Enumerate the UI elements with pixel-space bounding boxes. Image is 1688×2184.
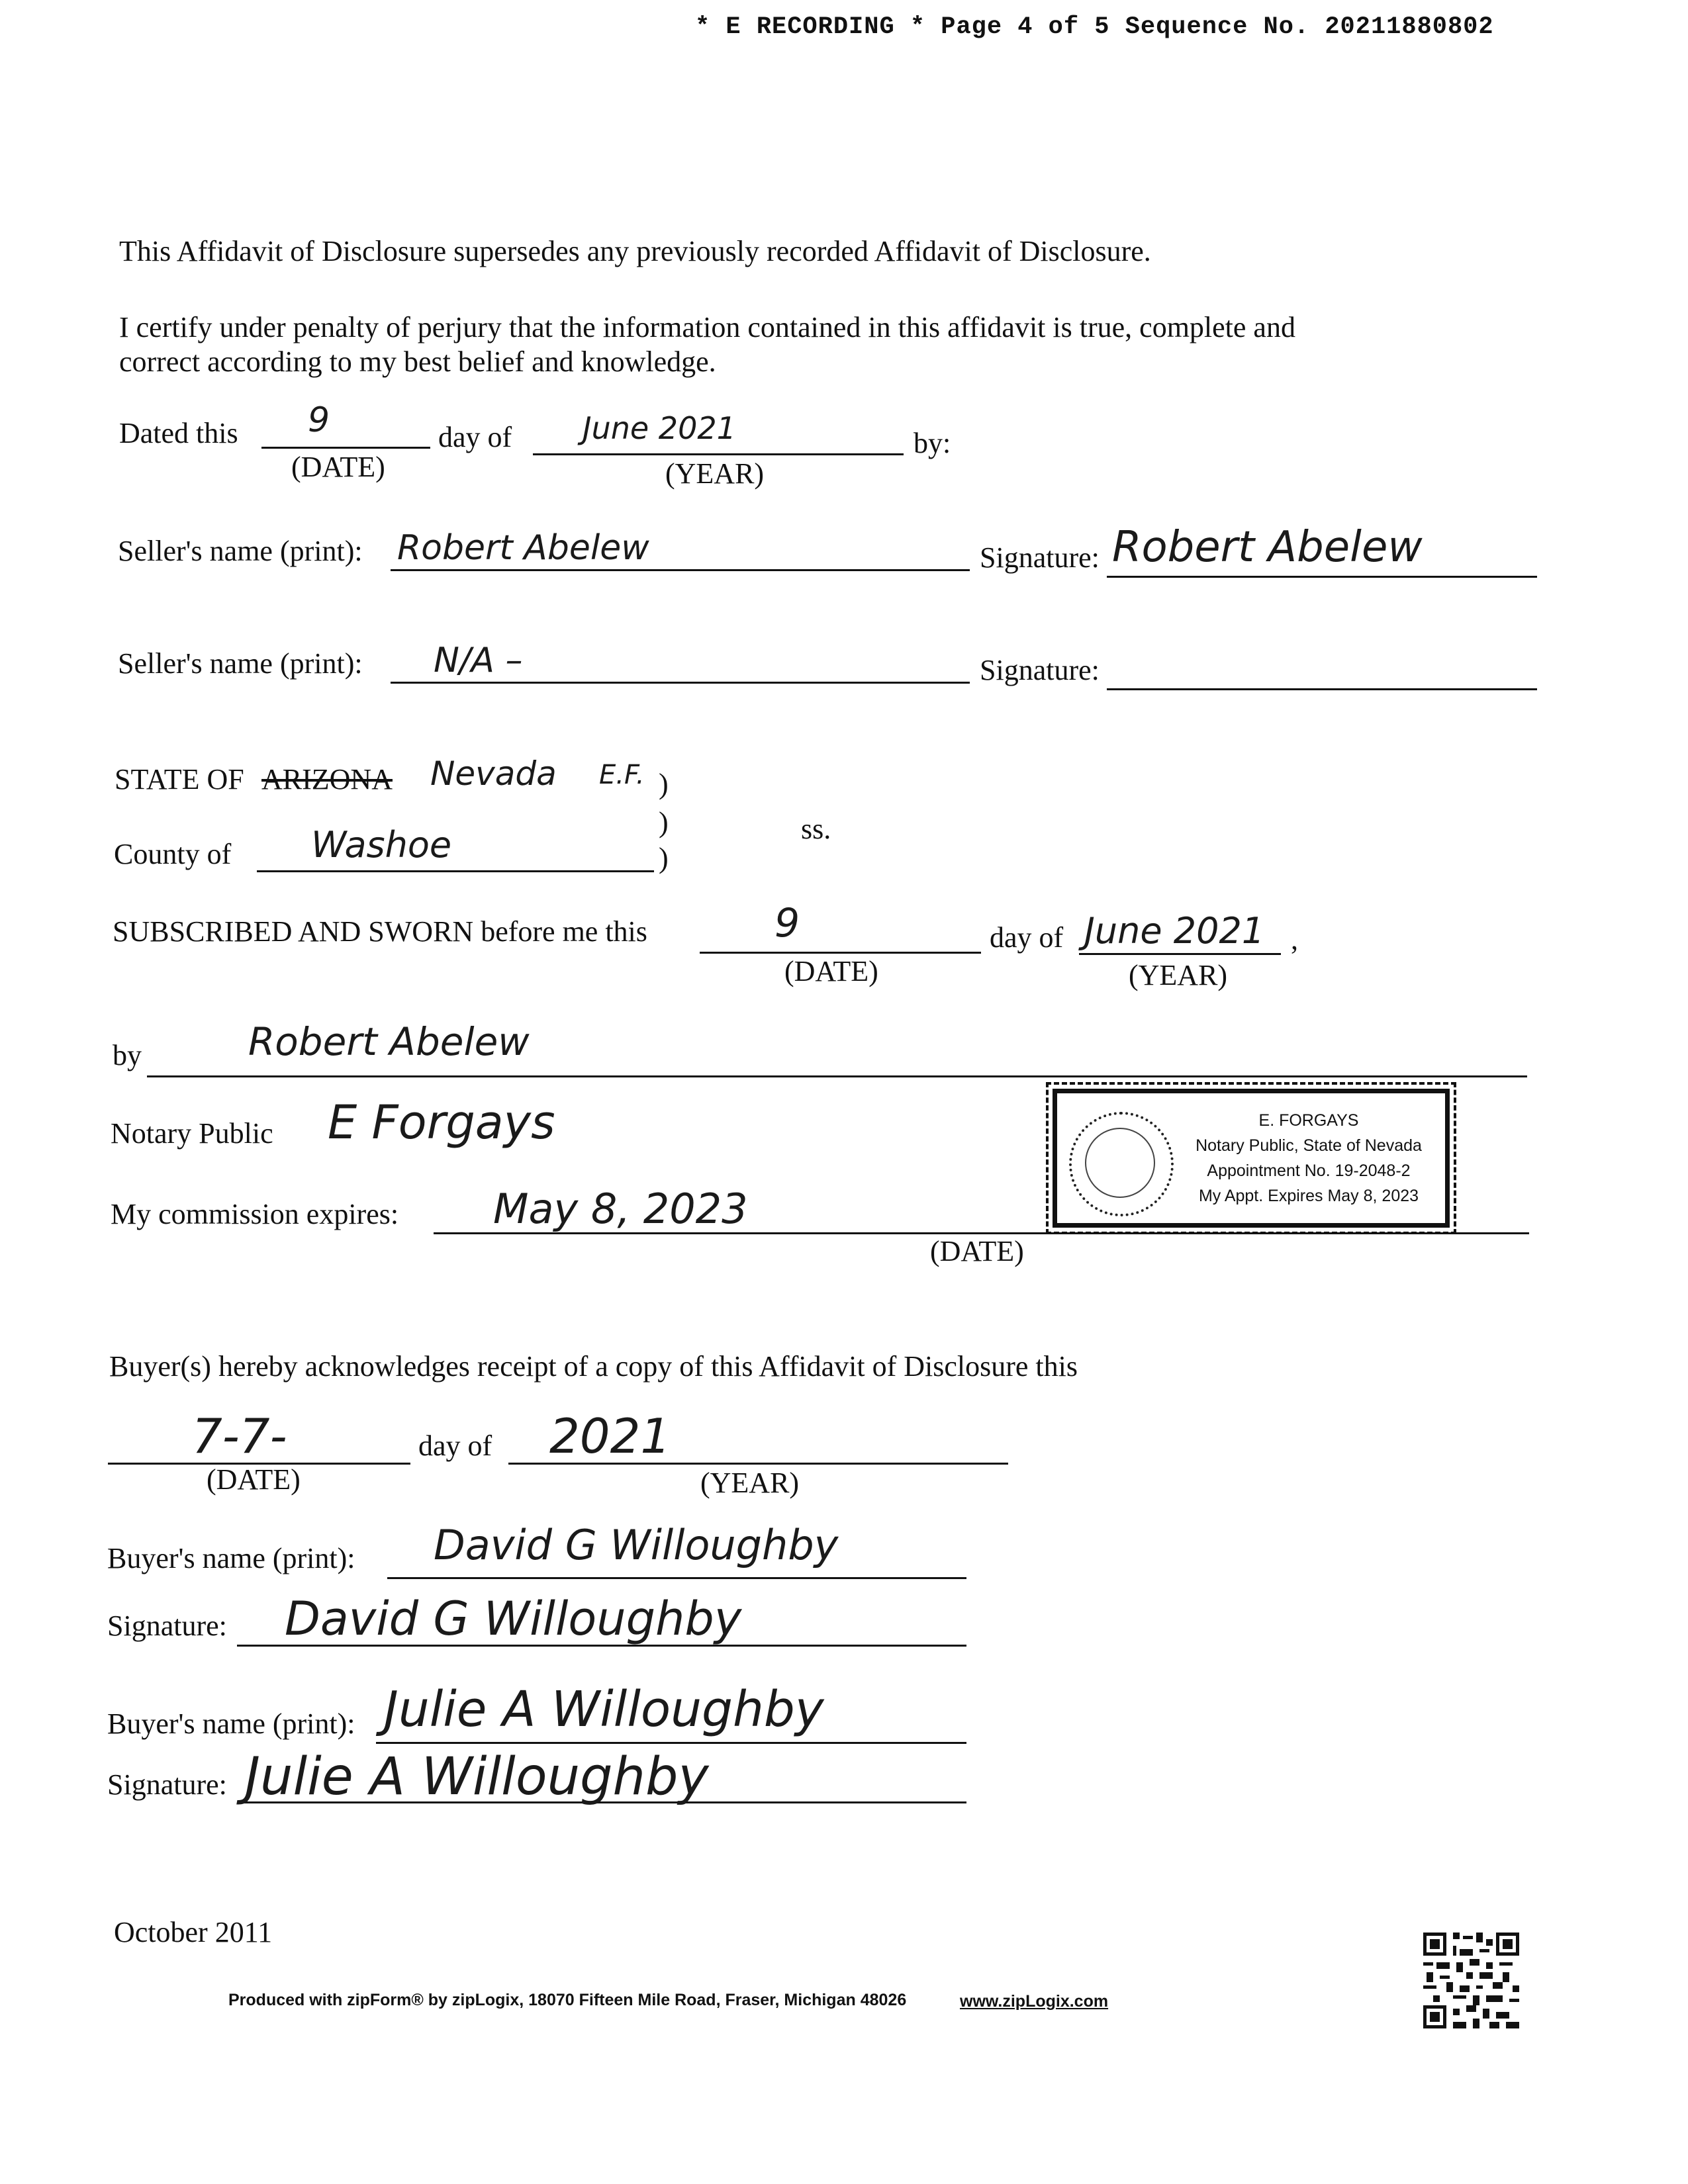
seller1-name-line [391,569,970,571]
stamp-line-3: Appointment No. 19-2048-2 [1207,1161,1411,1180]
buyer1-name-value: David G Willoughby [434,1521,839,1569]
notary-stamp [1053,1089,1450,1228]
buyer1-name-label: Buyer's name (print): [107,1542,355,1574]
seller2-signature-label: Signature: [980,654,1100,686]
seller2-signature-line [1107,688,1537,690]
form-date: October 2011 [114,1916,273,1948]
seller2-name-value: N/A – [434,641,523,680]
stamp-line-2: Notary Public, State of Nevada [1196,1136,1422,1155]
buyer-ack-date-value: 7-7- [192,1408,287,1464]
subscribed-year-line [1079,953,1281,955]
dated-suffix: by: [914,427,951,459]
buyer1-signature-label: Signature: [107,1610,227,1642]
dated-date-caption: (DATE) [291,451,385,483]
seller1-name-value: Robert Abelew [397,528,649,568]
recording-header: * E RECORDING * Page 4 of 5 Sequence No. 20211880802 [695,13,1494,41]
buyer-ack-date-caption: (DATE) [207,1463,301,1496]
mid-paren: ) [659,806,669,839]
notary-signature: E Forgays [328,1095,555,1150]
county-label: County of [114,838,232,870]
subscribed-day-of: day of [990,921,1064,954]
subscribed-date-value: 9 [774,900,800,946]
commission-label: My commission expires: [111,1198,399,1230]
seller1-name-label: Seller's name (print): [118,535,363,567]
dated-year-value: June 2021 [583,410,736,446]
buyer2-name-label: Buyer's name (print): [107,1707,355,1740]
notary-seal-icon [1069,1112,1174,1216]
dated-year-caption: (YEAR) [665,457,765,490]
subscribed-year-value: June 2021 [1084,910,1265,952]
subscribed-label: SUBSCRIBED AND SWORN before me this [113,915,647,948]
buyer1-signature-value: David G Willoughby [285,1592,742,1646]
by-value: Robert Abelew [248,1019,530,1064]
state-initials: E.F. [599,760,645,790]
certify-line-1: I certify under penalty of perjury that the information contained in this affidavit is true, complete and [119,311,1295,343]
stamp-line-1: E. FORGAYS [1258,1111,1359,1130]
state-paren: ) [659,768,669,800]
dated-middle: day of [438,421,512,453]
dated-date-line [261,447,430,449]
buyer1-name-line [387,1577,966,1579]
seller2-name-label: Seller's name (print): [118,647,363,680]
footer-produced: Produced with zipForm® by zipLogix, 18070 Fifteen Mile Road, Fraser, Michigan 48026 [228,1991,907,2009]
commission-caption: (DATE) [930,1235,1024,1267]
by-label: by [113,1039,142,1071]
supersedes-statement: This Affidavit of Disclosure supersedes any previously recorded Affidavit of Disclosure. [119,235,1151,267]
dated-date-value: 9 [308,400,330,440]
seller1-signature-line [1107,576,1537,578]
buyer-ack-year-value: 2021 [549,1408,671,1464]
footer-website-link[interactable]: www.zipLogix.com [960,1992,1109,2011]
buyer-ack-year-caption: (YEAR) [700,1467,800,1499]
notary-public-label: Notary Public [111,1117,273,1150]
subscribed-date-line [700,952,981,954]
dated-year-line [533,453,904,455]
stamp-line-4: My Appt. Expires May 8, 2023 [1198,1187,1419,1205]
seller1-signature-value: Robert Abelew [1112,523,1423,572]
subscribed-comma: , [1291,923,1298,956]
subscribed-year-caption: (YEAR) [1129,959,1228,991]
seller2-name-line [391,682,970,684]
county-line [257,870,654,872]
buyer-ack-day-of: day of [418,1430,492,1462]
certify-line-2: correct according to my best belief and knowledge. [119,345,716,378]
buyer-ack-text: Buyer(s) hereby acknowledges receipt of a copy of this Affidavit of Disclosure this [109,1350,1078,1383]
subscribed-date-caption: (DATE) [784,955,878,987]
county-paren: ) [659,842,669,874]
state-struck-value: ARIZONA [261,763,393,796]
qr-code-icon [1423,1933,1519,2028]
buyer2-name-line [376,1742,966,1744]
buyer2-signature-value: Julie A Willoughby [245,1747,709,1807]
state-label: STATE OF [115,763,244,796]
by-line [147,1075,1527,1077]
buyer2-signature-label: Signature: [107,1768,227,1801]
county-value: Washoe [311,824,452,866]
buyer2-name-value: Julie A Willoughby [384,1681,824,1738]
seller1-signature-label: Signature: [980,541,1100,574]
state-value: Nevada [430,754,557,793]
ss-label: ss. [801,813,831,845]
dated-prefix: Dated this [119,417,238,449]
commission-value: May 8, 2023 [493,1185,748,1233]
